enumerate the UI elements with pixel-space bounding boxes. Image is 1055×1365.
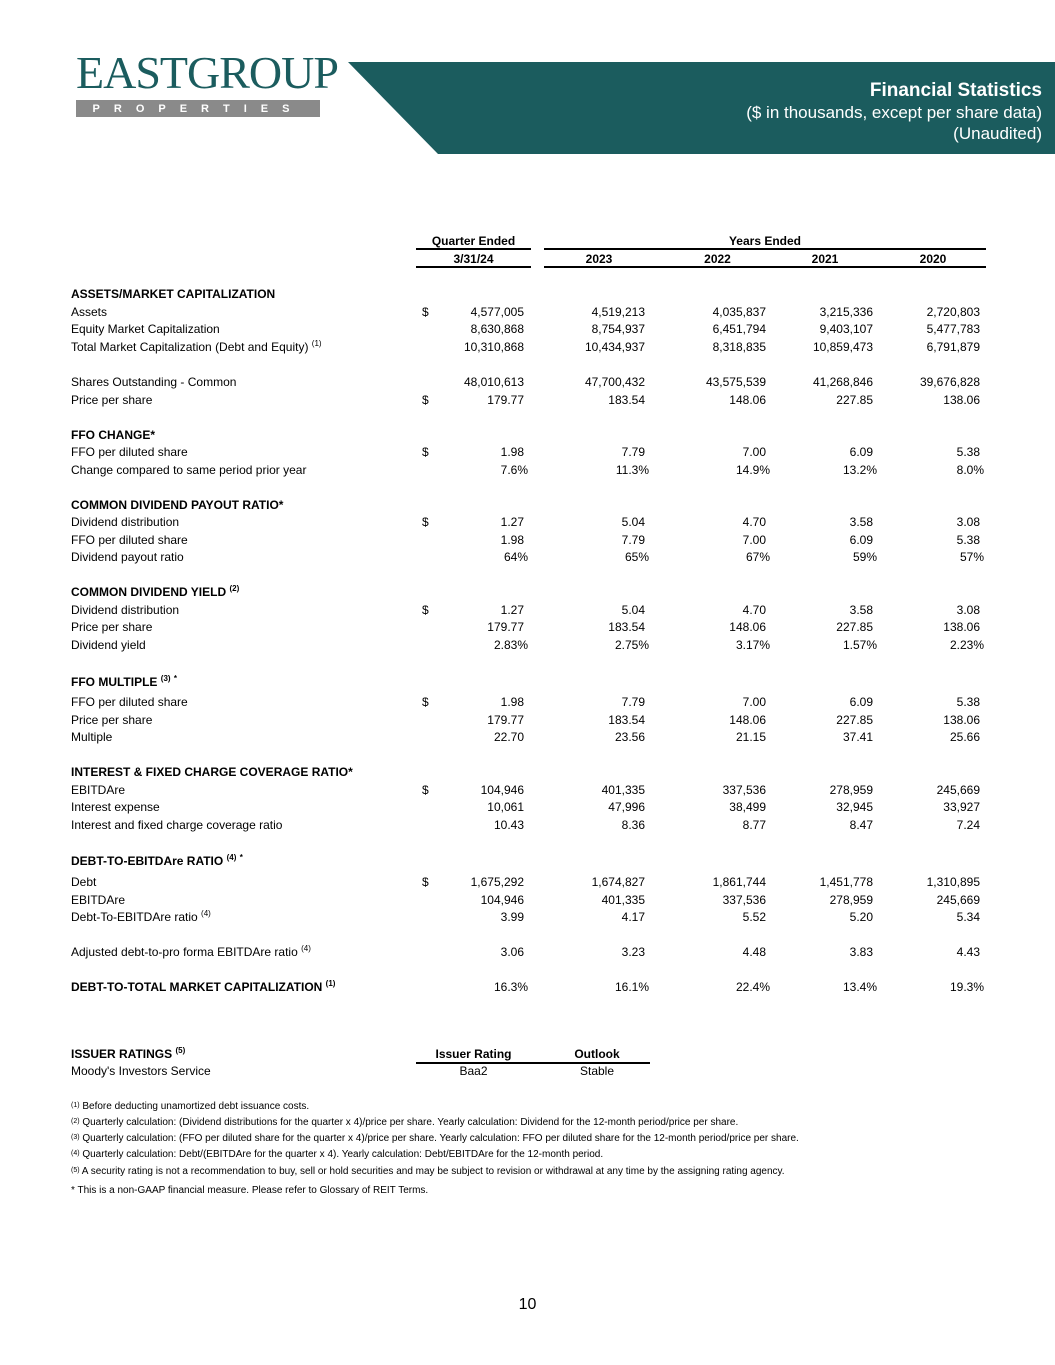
value-2022: 3.17% bbox=[735, 638, 770, 652]
section-heading: DEBT-TO-EBITDAre RATIO $^{(4)}$ * bbox=[71, 853, 243, 868]
row-label: EBITDAre bbox=[71, 893, 126, 907]
row-label: Shares Outstanding - Common bbox=[71, 375, 237, 389]
value-2023: 7.79 bbox=[621, 445, 645, 459]
value-2020: 19.3% bbox=[949, 980, 984, 994]
table-row bbox=[0, 374, 1055, 391]
issuer-rating: Baa2 bbox=[459, 1064, 488, 1078]
row-label: Price per share bbox=[71, 620, 153, 634]
value-2020: 2,720,803 bbox=[926, 305, 980, 319]
quarter-ended-header: Quarter Ended bbox=[431, 234, 516, 248]
value-2020: 39,676,828 bbox=[919, 375, 980, 389]
value-2021: 6.09 bbox=[849, 445, 873, 459]
section-heading: COMMON DIVIDEND YIELD $^{(2)}$ bbox=[71, 584, 240, 599]
value-q1-2024: 1,675,292 bbox=[470, 875, 524, 889]
value-2020: 5.38 bbox=[956, 533, 980, 547]
value-2020: 138.06 bbox=[943, 713, 980, 727]
value-2020: 33,927 bbox=[943, 800, 980, 814]
value-2022: 14.9% bbox=[735, 463, 770, 477]
table-row bbox=[0, 979, 1055, 996]
value-2023: 7.79 bbox=[621, 695, 645, 709]
page-title: Financial Statistics bbox=[869, 80, 1042, 101]
value-2020: 2.23% bbox=[949, 638, 984, 652]
section-heading: FFO MULTIPLE $^{(3)}$ * bbox=[71, 674, 178, 689]
value-q1-2024: 10,310,868 bbox=[463, 340, 524, 354]
value-q1-2024: 179.77 bbox=[487, 393, 524, 407]
value-2023: 183.54 bbox=[608, 713, 645, 727]
outlook-header: Outlook bbox=[574, 1047, 620, 1061]
table-row bbox=[0, 782, 1055, 799]
value-2020: 7.24 bbox=[956, 818, 980, 832]
dollar-sign: $ bbox=[422, 393, 429, 407]
value-2023: 10,434,937 bbox=[584, 340, 645, 354]
table-row bbox=[0, 549, 1055, 566]
value-2020: 5.34 bbox=[956, 910, 980, 924]
quarter-col-underline bbox=[416, 266, 531, 268]
value-2023: 4,519,213 bbox=[591, 305, 645, 319]
value-2022: 5.52 bbox=[742, 910, 766, 924]
row-label: Debt bbox=[71, 875, 97, 889]
value-2023: 65% bbox=[624, 550, 649, 564]
value-2021: 6.09 bbox=[849, 695, 873, 709]
value-2021: 227.85 bbox=[836, 620, 873, 634]
dollar-sign: $ bbox=[422, 695, 429, 709]
value-2021: 9,403,107 bbox=[819, 322, 873, 336]
table-row bbox=[0, 729, 1055, 746]
section-heading: INTEREST & FIXED CHARGE COVERAGE RATIO* bbox=[71, 765, 353, 779]
table-row bbox=[0, 892, 1055, 909]
section-heading: ASSETS/MARKET CAPITALIZATION bbox=[71, 287, 276, 301]
row-label: Multiple bbox=[71, 730, 113, 744]
row-label: Interest and fixed charge coverage ratio bbox=[71, 818, 283, 832]
value-2021: 278,959 bbox=[829, 893, 873, 907]
row-label: Adjusted debt-to-pro forma EBITDAre ratio $^{(4)}$ bbox=[71, 944, 311, 959]
column-header-2020: 2020 bbox=[919, 252, 947, 266]
value-2022: 337,536 bbox=[722, 783, 766, 797]
value-2020: 245,669 bbox=[936, 783, 980, 797]
page-subtitle: ($ in thousands, except per share data) bbox=[746, 103, 1042, 122]
logo-subtitle-bar bbox=[76, 100, 320, 117]
value-2021: 3,215,336 bbox=[819, 305, 873, 319]
value-2023: 8,754,937 bbox=[591, 322, 645, 336]
value-2023: 401,335 bbox=[601, 893, 645, 907]
value-2020: 4.43 bbox=[956, 945, 980, 959]
value-2023: 183.54 bbox=[608, 393, 645, 407]
value-2023: 1,674,827 bbox=[591, 875, 645, 889]
value-2021: 1,451,778 bbox=[819, 875, 873, 889]
value-2022: 337,536 bbox=[722, 893, 766, 907]
value-2022: 6,451,794 bbox=[712, 322, 766, 336]
dollar-sign: $ bbox=[422, 783, 429, 797]
value-2020: 245,669 bbox=[936, 893, 980, 907]
column-header-2021: 2021 bbox=[811, 252, 839, 266]
table-row bbox=[0, 799, 1055, 816]
table-row bbox=[0, 444, 1055, 461]
table-row bbox=[0, 1063, 1055, 1080]
value-2021: 227.85 bbox=[836, 713, 873, 727]
company-logo bbox=[76, 47, 338, 120]
dollar-sign: $ bbox=[422, 875, 429, 889]
footnote: $^{(3)}$ Quarterly calculation: (FFO per diluted share for the quarter x 4)/price per share. Yearly calculation: FFO per diluted share for the 12-month period/price per share. bbox=[71, 1133, 799, 1144]
value-q1-2024: 3.99 bbox=[500, 910, 524, 924]
table-row bbox=[0, 694, 1055, 711]
outlook-value: Stable bbox=[579, 1064, 615, 1078]
row-label: Interest expense bbox=[71, 800, 160, 814]
value-2022: 7.00 bbox=[742, 445, 766, 459]
row-label: FFO per diluted share bbox=[71, 695, 188, 709]
value-2023: 401,335 bbox=[601, 783, 645, 797]
table-row bbox=[0, 944, 1055, 961]
logo-wordmark: EASTGROUP bbox=[76, 47, 338, 98]
row-label: DEBT-TO-TOTAL MARKET CAPITALIZATION $^{(1)}$ bbox=[71, 979, 336, 994]
value-2021: 3.58 bbox=[849, 515, 873, 529]
value-2022: 7.00 bbox=[742, 695, 766, 709]
value-2023: 23.56 bbox=[614, 730, 645, 744]
value-q1-2024: 7.6% bbox=[500, 463, 528, 477]
value-2022: 4.70 bbox=[742, 603, 766, 617]
value-2020: 1,310,895 bbox=[926, 875, 980, 889]
table-row bbox=[0, 817, 1055, 834]
table-row bbox=[0, 712, 1055, 729]
value-2021: 32,945 bbox=[836, 800, 873, 814]
value-2023: 8.36 bbox=[621, 818, 645, 832]
footnote: $^{(4)}$ Quarterly calculation: Debt/(EBITDAre for the quarter x 4). Yearly calculation: Debt/EBITDAre for the 12-month period. bbox=[71, 1149, 604, 1160]
footnote: $^{(2)}$ Quarterly calculation: (Dividend distributions for the quarter x 4)/price per share. Yearly calculation: Dividend for the 12-month period/price per share. bbox=[71, 1117, 739, 1128]
unaudited-note: (Unaudited) bbox=[953, 124, 1042, 143]
row-label: EBITDAre bbox=[71, 783, 126, 797]
value-2023: 5.04 bbox=[621, 515, 645, 529]
value-q1-2024: 1.98 bbox=[500, 695, 524, 709]
value-q1-2024: 179.77 bbox=[487, 620, 524, 634]
value-2023: 11.3% bbox=[615, 463, 649, 477]
value-q1-2024: 48,010,613 bbox=[463, 375, 524, 389]
value-2021: 1.57% bbox=[842, 638, 877, 652]
value-q1-2024: 10,061 bbox=[487, 800, 524, 814]
value-2021: 41,268,846 bbox=[812, 375, 873, 389]
table-row bbox=[0, 392, 1055, 409]
value-q1-2024: 104,946 bbox=[480, 783, 524, 797]
table-row bbox=[0, 637, 1055, 654]
value-q1-2024: 2.83% bbox=[493, 638, 528, 652]
value-q1-2024: 1.27 bbox=[500, 603, 524, 617]
ratings-heading: ISSUER RATINGS $^{(5)}$ bbox=[71, 1046, 186, 1061]
dollar-sign: $ bbox=[422, 445, 429, 459]
value-q1-2024: 4,577,005 bbox=[470, 305, 524, 319]
column-header-2023: 2023 bbox=[585, 252, 613, 266]
section-heading: FFO CHANGE* bbox=[71, 428, 155, 442]
value-2022: 43,575,539 bbox=[705, 375, 766, 389]
value-2021: 227.85 bbox=[836, 393, 873, 407]
table-row bbox=[0, 909, 1055, 926]
row-label: Total Market Capitalization (Debt and Equity) $^{(1)}$ bbox=[71, 339, 322, 354]
footnote: $^{(5)}$ A security rating is not a recommendation to buy, sell or hold securities and may be subject to revision or withdrawal at any time by the assigning rating agency. bbox=[71, 1166, 785, 1177]
value-q1-2024: 1.98 bbox=[500, 445, 524, 459]
value-2022: 148.06 bbox=[729, 713, 766, 727]
row-label: Dividend distribution bbox=[71, 603, 180, 617]
header-banner-text bbox=[746, 80, 1042, 144]
value-2023: 5.04 bbox=[621, 603, 645, 617]
dollar-sign: $ bbox=[422, 515, 429, 529]
value-2022: 148.06 bbox=[729, 620, 766, 634]
section-heading: COMMON DIVIDEND PAYOUT RATIO* bbox=[71, 498, 284, 512]
years-ended-header: Years Ended bbox=[728, 234, 802, 248]
quarter-header-underline bbox=[416, 248, 531, 250]
rating-agency: Moody's Investors Service bbox=[71, 1064, 211, 1078]
value-2023: 47,996 bbox=[608, 800, 645, 814]
value-2023: 16.1% bbox=[614, 980, 649, 994]
value-2020: 25.66 bbox=[949, 730, 980, 744]
row-label: Price per share bbox=[71, 713, 153, 727]
value-2021: 5.20 bbox=[849, 910, 873, 924]
value-2021: 3.58 bbox=[849, 603, 873, 617]
dollar-sign: $ bbox=[422, 603, 429, 617]
table-row bbox=[0, 619, 1055, 636]
value-2021: 10,859,473 bbox=[812, 340, 873, 354]
value-2023: 2.75% bbox=[614, 638, 649, 652]
value-2020: 5,477,783 bbox=[926, 322, 980, 336]
value-2020: 138.06 bbox=[943, 393, 980, 407]
value-q1-2024: 179.77 bbox=[487, 713, 524, 727]
value-2022: 22.4% bbox=[735, 980, 770, 994]
value-2022: 8.77 bbox=[742, 818, 766, 832]
value-2022: 67% bbox=[745, 550, 770, 564]
dollar-sign: $ bbox=[422, 305, 429, 319]
value-2021: 6.09 bbox=[849, 533, 873, 547]
row-label: FFO per diluted share bbox=[71, 445, 188, 459]
value-2020: 5.38 bbox=[956, 445, 980, 459]
years-col-underline bbox=[544, 266, 986, 268]
table-row bbox=[0, 602, 1055, 619]
value-q1-2024: 64% bbox=[503, 550, 528, 564]
value-q1-2024: 3.06 bbox=[500, 945, 524, 959]
value-2021: 278,959 bbox=[829, 783, 873, 797]
table-row bbox=[0, 462, 1055, 479]
column-header-2022: 2022 bbox=[704, 252, 731, 266]
value-q1-2024: 8,630,868 bbox=[470, 322, 524, 336]
value-q1-2024: 16.3% bbox=[493, 980, 528, 994]
value-2020: 8.0% bbox=[956, 463, 984, 477]
issuer-rating-header: Issuer Rating bbox=[435, 1047, 512, 1061]
value-2021: 3.83 bbox=[849, 945, 873, 959]
row-label: Debt-To-EBITDAre ratio $^{(4)}$ bbox=[71, 909, 211, 924]
footnote: $^{(1)}$ Before deducting unamortized debt issuance costs. bbox=[71, 1101, 310, 1112]
value-2022: 7.00 bbox=[742, 533, 766, 547]
value-2021: 8.47 bbox=[849, 818, 873, 832]
value-2022: 148.06 bbox=[729, 393, 766, 407]
page-number: 10 bbox=[518, 1296, 537, 1313]
value-q1-2024: 22.70 bbox=[493, 730, 524, 744]
table-row bbox=[0, 339, 1055, 356]
value-2022: 1,861,744 bbox=[712, 875, 766, 889]
footnote: * This is a non-GAAP financial measure. Please refer to Glossary of REIT Terms. bbox=[71, 1185, 429, 1196]
value-q1-2024: 104,946 bbox=[480, 893, 524, 907]
value-2022: 4,035,837 bbox=[712, 305, 766, 319]
value-2022: 4.70 bbox=[742, 515, 766, 529]
value-2020: 3.08 bbox=[956, 603, 980, 617]
value-2021: 59% bbox=[852, 550, 877, 564]
value-2020: 57% bbox=[959, 550, 984, 564]
table-row bbox=[0, 514, 1055, 531]
table-row bbox=[0, 321, 1055, 338]
value-2020: 138.06 bbox=[943, 620, 980, 634]
value-2022: 8,318,835 bbox=[712, 340, 766, 354]
value-2022: 21.15 bbox=[735, 730, 766, 744]
logo-subtitle: PROPERTIES bbox=[92, 102, 304, 115]
column-header-q1-2024: 3/31/24 bbox=[453, 252, 494, 266]
row-label: Price per share bbox=[71, 393, 153, 407]
table-row bbox=[0, 532, 1055, 549]
table-row bbox=[0, 874, 1055, 891]
value-2020: 6,791,879 bbox=[926, 340, 980, 354]
row-label: Dividend yield bbox=[71, 638, 146, 652]
row-label: Dividend payout ratio bbox=[71, 550, 184, 564]
value-q1-2024: 1.27 bbox=[500, 515, 524, 529]
value-q1-2024: 1.98 bbox=[500, 533, 524, 547]
value-2023: 47,700,432 bbox=[584, 375, 645, 389]
years-header-underline bbox=[544, 248, 986, 250]
value-2022: 38,499 bbox=[729, 800, 766, 814]
value-2021: 13.2% bbox=[842, 463, 877, 477]
value-2021: 37.41 bbox=[842, 730, 873, 744]
value-2023: 3.23 bbox=[621, 945, 645, 959]
row-label: Dividend distribution bbox=[71, 515, 180, 529]
row-label: FFO per diluted share bbox=[71, 533, 188, 547]
row-label: Change compared to same period prior year bbox=[71, 463, 307, 477]
value-2021: 13.4% bbox=[842, 980, 877, 994]
value-2023: 7.79 bbox=[621, 533, 645, 547]
value-2023: 183.54 bbox=[608, 620, 645, 634]
table-row bbox=[0, 304, 1055, 321]
value-2023: 4.17 bbox=[621, 910, 645, 924]
value-q1-2024: 10.43 bbox=[493, 818, 524, 832]
row-label: Assets bbox=[71, 305, 108, 319]
value-2020: 5.38 bbox=[956, 695, 980, 709]
value-2022: 4.48 bbox=[742, 945, 766, 959]
value-2020: 3.08 bbox=[956, 515, 980, 529]
row-label: Equity Market Capitalization bbox=[71, 322, 220, 336]
